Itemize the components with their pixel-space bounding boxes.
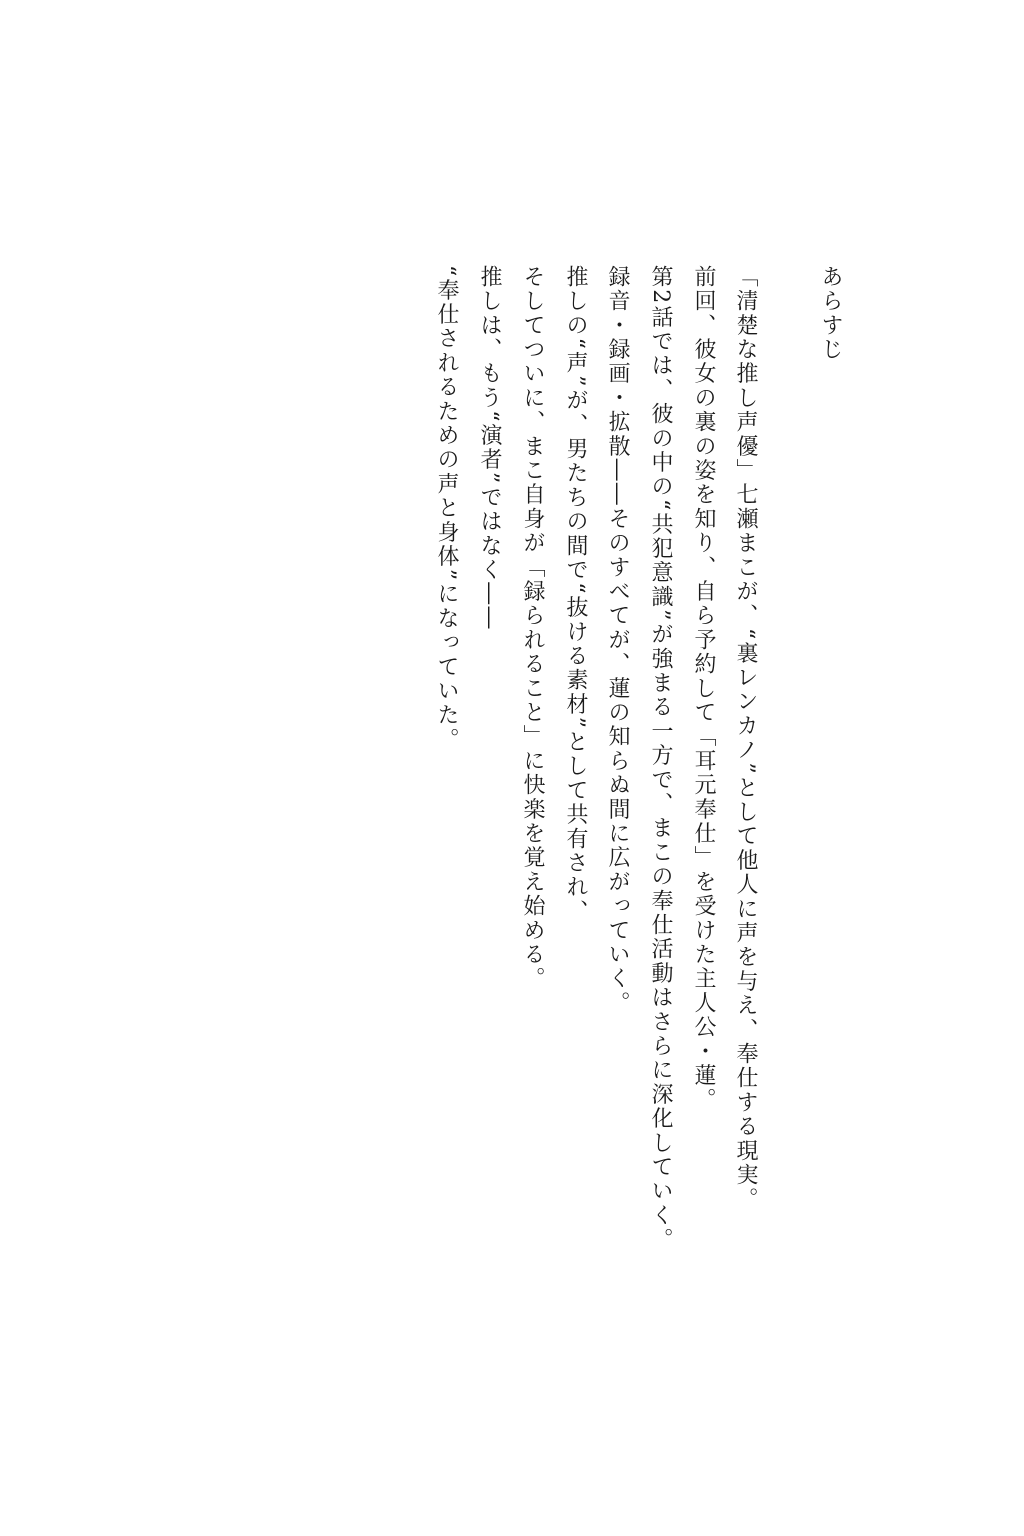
synopsis-line-6: そしてついに、まこ自身が「録られること」に快楽を覚え始める。: [520, 265, 545, 991]
synopsis-line-5: 推しの“声”が、男たちの間で“抜ける素材”として共有され、: [563, 265, 588, 924]
synopsis-heading: あらすじ: [818, 265, 843, 362]
synopsis-line-2: 前回、彼女の裏の姿を知り、自ら予約して「耳元奉仕」を受けた主人公・蓮。: [691, 265, 716, 1112]
synopsis-line-1: 「清楚な推し声優」七瀬まこが、“裏レンカノ”として他人に声を与え、奉仕する現実。: [733, 265, 758, 1212]
synopsis-line-4: 録音・録画・拡散――そのすべてが、蓮の知らぬ間に広がっていく。: [605, 265, 630, 1016]
synopsis-line-3: 第2話では、彼の中の“共犯意識”が強まる一方で、まこの奉仕活動はさらに深化していく。: [648, 265, 673, 1252]
synopsis-line-7: 推しは、もう“演者”ではなく――: [477, 265, 502, 631]
synopsis-line-8: “奉仕されるための声と身体”になっていた。: [434, 265, 459, 752]
